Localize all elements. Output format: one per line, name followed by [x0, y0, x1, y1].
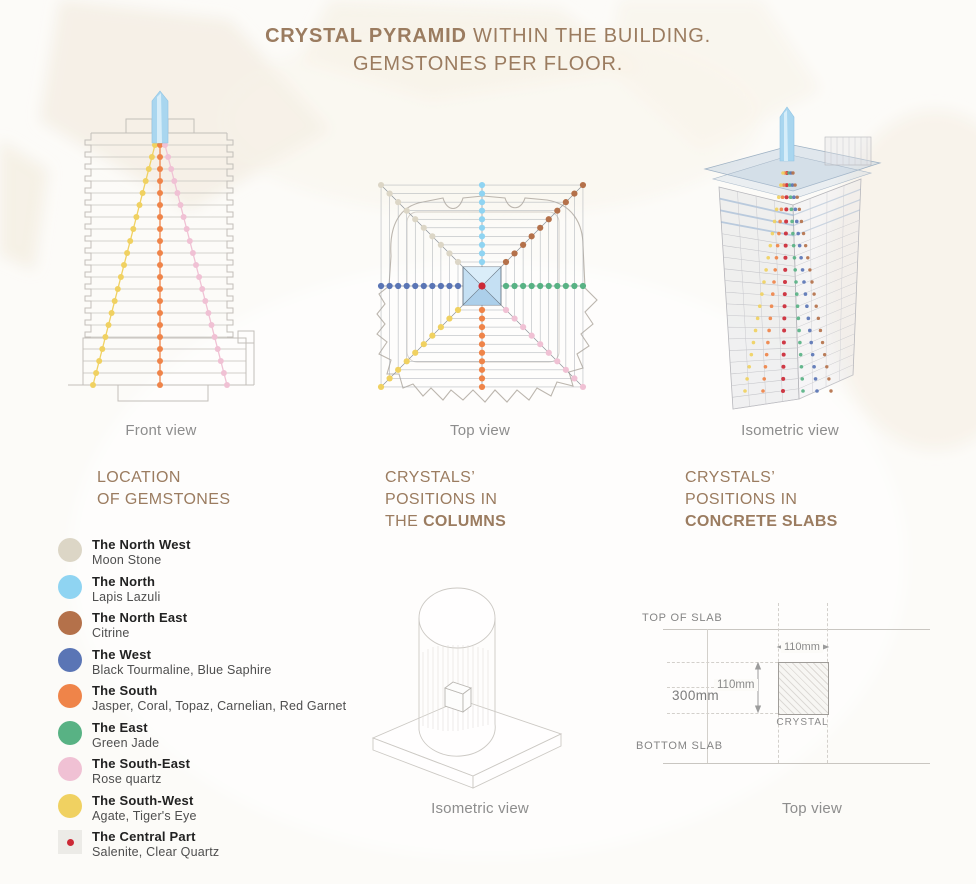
- gemstone-direction-label: The North: [92, 573, 156, 589]
- gemstone-color-swatch: [58, 648, 82, 672]
- bottom-slab-label: BOTTOM SLAB: [636, 740, 723, 752]
- heading-slabs-line1: CRYSTALS’: [685, 469, 776, 486]
- gemstone-names-label: Agate, Tiger's Eye: [92, 808, 197, 823]
- legend-item-nw: [58, 537, 358, 574]
- gemstone-direction-label: The West: [92, 646, 152, 662]
- front-view-diagram: [58, 88, 273, 410]
- gemstone-direction-label: The South-East: [92, 756, 191, 771]
- page-title-line2: GEMSTONES PER FLOOR.: [352, 53, 624, 75]
- heading-columns-line3: [385, 511, 506, 533]
- gemstone-color-swatch: [58, 721, 82, 745]
- width-dimension-label: 110mm: [781, 641, 823, 653]
- heading-location-of-gemstones: [97, 467, 230, 511]
- gemstone-color-swatch: [58, 575, 82, 599]
- heading-crystals-positions-columns: [385, 467, 506, 533]
- heading-slabs-line3: [685, 511, 838, 533]
- top-view-caption: Top view: [450, 422, 510, 439]
- gemstone-names-label: Salenite, Clear Quartz: [92, 845, 220, 859]
- gemstone-direction-label: The North East: [92, 610, 188, 625]
- gemstone-names-label: Green Jade: [92, 735, 160, 750]
- crystal-bottom-guide: [667, 713, 778, 714]
- slab-thickness-label: 300mm: [672, 688, 720, 703]
- legend-item-c: [58, 829, 358, 866]
- bottom-slab-line: [663, 763, 930, 764]
- page-title-line1: [0, 22, 976, 50]
- isometric-view-caption: Isometric view: [741, 422, 839, 439]
- gemstone-legend: [58, 537, 358, 866]
- slab-top-view-diagram: [630, 600, 960, 775]
- gemstone-direction-label: The East: [92, 719, 148, 735]
- isometric-view-diagram: [675, 103, 903, 425]
- gemstone-names-label: Citrine: [92, 626, 130, 640]
- title-rest: WITHIN THE BUILDING.: [466, 25, 711, 47]
- page-title: [0, 22, 976, 78]
- gemstone-names-label: Jasper, Coral, Topaz, Carnelian, Red Garnet: [92, 699, 347, 713]
- crystal-hatched-square: [778, 662, 829, 715]
- gemstone-names-label: Lapis Lazuli: [92, 589, 161, 604]
- gemstone-direction-label: The South-West: [92, 792, 194, 808]
- heading-location-line1: LOCATION: [97, 469, 181, 486]
- gemstone-color-swatch: [58, 538, 82, 562]
- legend-item-n: [58, 574, 358, 611]
- column-isometric-diagram: [365, 562, 575, 794]
- gemstone-color-swatch: [58, 794, 82, 818]
- column-diagram-caption: Isometric view: [431, 800, 529, 817]
- heading-crystals-positions-slabs: [685, 467, 838, 533]
- legend-item-ne: [58, 610, 358, 647]
- gemstone-color-swatch: [58, 830, 82, 854]
- gemstone-color-swatch: [58, 684, 82, 708]
- heading-columns-line3-normal: THE: [385, 513, 419, 530]
- gemstone-direction-label: The South: [92, 683, 158, 698]
- legend-item-sw: [58, 793, 358, 830]
- height-dimension-label: 110mm: [714, 679, 758, 691]
- gemstone-names-label: Black Tourmaline, Blue Saphire: [92, 662, 272, 677]
- front-view-caption: Front view: [125, 422, 197, 439]
- legend-item-s: [58, 683, 358, 720]
- heading-slabs-line3-bold: CONCRETE SLABS: [685, 513, 838, 530]
- gemstone-direction-label: The North West: [92, 537, 191, 552]
- gemstone-names-label: Moon Stone: [92, 553, 162, 567]
- gemstone-direction-label: The Central Part: [92, 829, 196, 844]
- legend-item-w: [58, 647, 358, 684]
- legend-item-se: [58, 756, 358, 793]
- heading-slabs-line2: POSITIONS IN: [685, 491, 798, 508]
- crystal-cube: [445, 682, 471, 712]
- top-of-slab-label: TOP OF SLAB: [642, 612, 723, 624]
- title-emphasis: CRYSTAL PYRAMID: [265, 25, 467, 47]
- gemstone-color-swatch: [58, 611, 82, 635]
- crystal-square-label: CRYSTAL: [776, 717, 829, 728]
- legend-item-e: [58, 720, 358, 757]
- heading-location-line2: OF GEMSTONES: [97, 491, 231, 508]
- top-of-slab-line: [663, 629, 930, 630]
- gemstone-names-label: Rose quartz: [92, 772, 162, 786]
- heading-columns-line3-bold: COLUMNS: [423, 513, 507, 530]
- slab-diagram-caption: Top view: [782, 800, 842, 817]
- central-red-dot: [67, 839, 74, 846]
- top-view-diagram: [355, 148, 605, 412]
- heading-columns-line1: CRYSTALS’: [385, 469, 476, 486]
- heading-columns-line2: POSITIONS IN: [385, 491, 498, 508]
- gemstone-color-swatch: [58, 757, 82, 781]
